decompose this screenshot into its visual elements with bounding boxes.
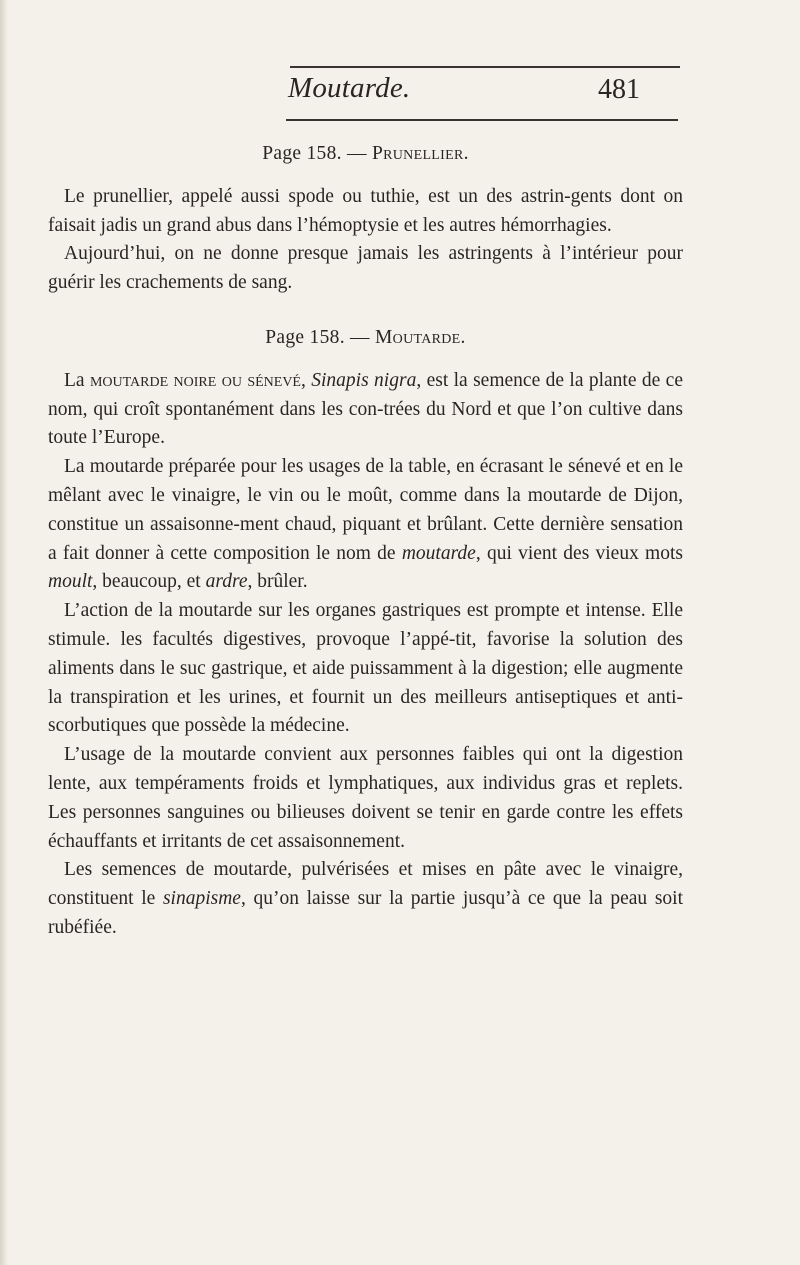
italic-term: ardre bbox=[205, 571, 248, 593]
page-body bbox=[48, 140, 683, 943]
section-heading-title: Moutarde. bbox=[375, 326, 466, 348]
text-run: Les semences de moutarde, pulvérisées et mises en pâte avec le vinaigre, constituent le bbox=[48, 859, 683, 910]
running-title: Moutarde. bbox=[288, 72, 411, 104]
section-heading-prefix: Page 158. — bbox=[262, 143, 372, 164]
text-run: , brûler. bbox=[247, 571, 308, 593]
top-rule bbox=[290, 66, 680, 68]
italic-term: moutarde bbox=[401, 542, 476, 564]
text-run: , qu’on laisse sur la partie jusqu’à ce que la peau soit rubéfiée. bbox=[48, 888, 683, 938]
paragraph: Aujourd’hui, on ne donne presque jamais les astringents à l’intérieur pour guérir les crachements de sang. bbox=[48, 243, 683, 294]
page-number: 481 bbox=[598, 74, 640, 105]
paragraph bbox=[48, 367, 683, 453]
section-heading-prunellier bbox=[48, 140, 683, 169]
italic-term: sinapisme bbox=[162, 888, 241, 910]
italic-term: moult bbox=[48, 571, 93, 593]
paragraph: L’action de la moutarde sur les organes gastriques est prompte et intense. Elle stimule. les facultés digestives, provoque l’appé-tit, favorise la solution des aliments dans le suc gastrique, et aide puissamment à la digestion; elle augmente la transpiration et les urines, et fournit un des meilleurs antiseptiques et anti-scorbutiques que possède la médecine. bbox=[48, 600, 683, 737]
text-run: , bbox=[300, 369, 312, 391]
section-heading-prefix: Page 158. — bbox=[265, 326, 376, 348]
section-heading-moutarde bbox=[48, 324, 683, 353]
text-run: , beaucoup, et bbox=[92, 571, 206, 593]
text-run: La bbox=[64, 369, 90, 391]
paragraph bbox=[48, 856, 683, 942]
section-heading-title: Prunellier. bbox=[371, 143, 469, 164]
latin-name: Sinapis nigra bbox=[311, 369, 417, 391]
text-run: , est la semence de la plante de ce nom, qui croît spontanément dans les con-trées du Nord et que l’on cultive dans toute l’Europe. bbox=[48, 369, 683, 449]
paragraph: L’usage de la moutarde convient aux personnes faibles qui ont la digestion lente, aux tempéraments froids et lymphatiques, aux individus gras et replets. Les personnes sanguines ou bilieuses doivent se tenir en garde contre les effets échauffants et irritants de cet assaisonnement. bbox=[48, 744, 683, 852]
paragraph: Le prunellier, appelé aussi spode ou tuthie, est un des astrin-gents dont on faisait jadis un grand abus dans l’hémoptysie et les autres hémorrhagies. bbox=[48, 185, 683, 236]
text-run: La moutarde préparée pour les usages de la table, en écrasant le sénevé et en le mêlant avec le vinaigre, le vin ou le moût, comme dans la moutarde de Dijon, constitue un assaisonne-ment chaud, piquant et brûlant. Cette dernière sensation a fait donner à cette composition le nom de bbox=[48, 456, 683, 564]
text-run: , qui vient des vieux mots bbox=[475, 542, 683, 564]
paragraph bbox=[48, 453, 683, 597]
header-rule bbox=[286, 119, 678, 121]
page-edge-shadow bbox=[0, 0, 8, 1265]
smallcaps-term: moutarde noire ou sénevé bbox=[89, 369, 301, 391]
running-header bbox=[0, 72, 800, 112]
